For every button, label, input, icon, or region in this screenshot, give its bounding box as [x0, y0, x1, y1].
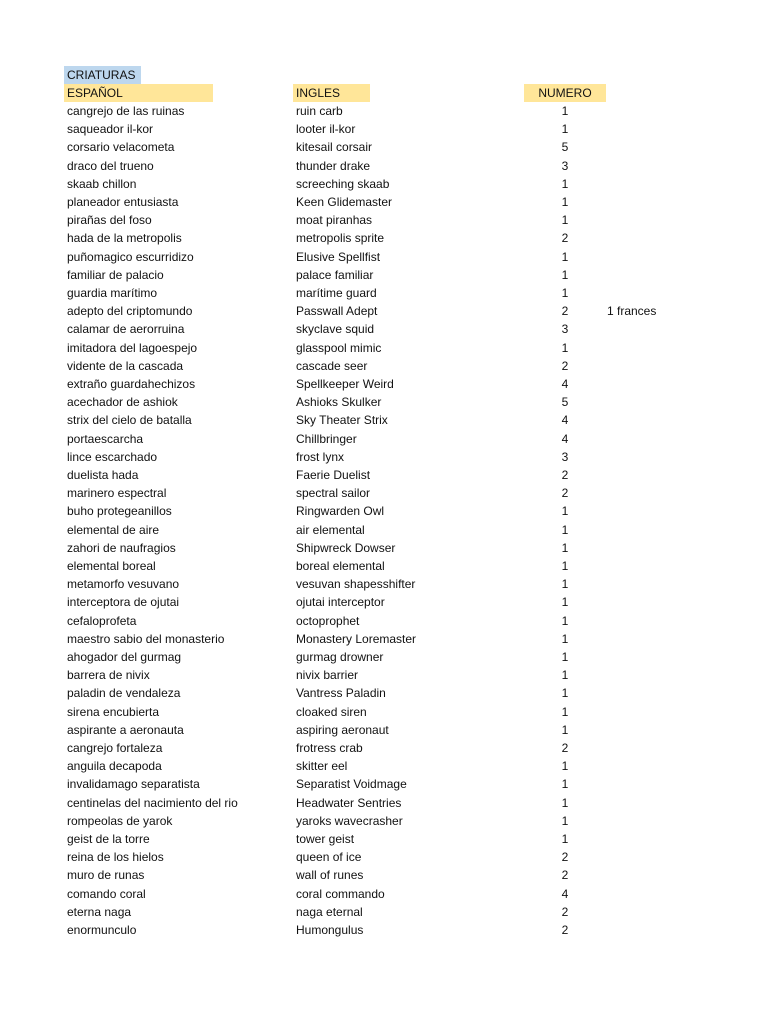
- english-name-cell[interactable]: cloaked siren: [296, 704, 367, 719]
- quantity-cell[interactable]: 1: [561, 540, 569, 555]
- english-name-cell[interactable]: Passwall Adept: [296, 304, 378, 319]
- spanish-name-cell[interactable]: familiar de palacio: [67, 267, 164, 282]
- quantity-cell[interactable]: 1: [561, 668, 569, 683]
- spanish-name-cell[interactable]: guardia marítimo: [67, 286, 158, 300]
- spanish-name-cell[interactable]: cangrejo de las ruinas: [67, 104, 185, 118]
- table-row: [0, 593, 768, 611]
- table-row: [0, 320, 768, 338]
- quantity-cell[interactable]: 1: [561, 686, 569, 701]
- english-name-cell[interactable]: thunder drake: [296, 158, 371, 173]
- english-name-cell[interactable]: Humongulus: [296, 923, 364, 937]
- english-name-cell[interactable]: marítime guard: [296, 286, 377, 300]
- english-name-cell[interactable]: screeching skaab: [296, 176, 390, 191]
- english-name-cell[interactable]: Vantress Paladin: [296, 686, 386, 701]
- english-name-cell[interactable]: boreal elemental: [296, 559, 385, 573]
- table-row: [0, 138, 768, 156]
- table-row: [0, 539, 768, 557]
- quantity-cell[interactable]: 2: [561, 868, 569, 883]
- table-row: [0, 812, 768, 830]
- english-name-cell[interactable]: coral commando: [296, 886, 385, 901]
- spanish-name-cell[interactable]: duelista hada: [67, 468, 139, 482]
- table-row: [0, 302, 768, 320]
- table-row: [0, 721, 768, 739]
- sheet-title[interactable]: CRIATURAS: [64, 66, 141, 84]
- spanish-name-cell[interactable]: adepto del criptomundo: [67, 304, 193, 319]
- english-name-cell[interactable]: Headwater Sentries: [296, 795, 402, 810]
- table-row: [0, 830, 768, 848]
- english-name-cell[interactable]: queen of ice: [296, 850, 362, 865]
- table-row: [0, 630, 768, 648]
- quantity-cell[interactable]: 4: [561, 413, 569, 428]
- quantity-cell[interactable]: 1: [561, 559, 569, 573]
- quantity-cell[interactable]: 1: [561, 267, 569, 282]
- quantity-cell[interactable]: 1: [561, 122, 569, 137]
- spanish-name-cell[interactable]: invalidamago separatista: [67, 777, 200, 792]
- table-row: [0, 466, 768, 484]
- english-name-cell[interactable]: skitter eel: [296, 759, 348, 774]
- quantity-cell[interactable]: 1: [561, 176, 569, 191]
- quantity-cell[interactable]: 1: [561, 832, 569, 846]
- spanish-name-cell[interactable]: barrera de nivix: [67, 668, 150, 683]
- table-row: [0, 102, 768, 120]
- english-name-cell[interactable]: Shipwreck Dowser: [296, 540, 396, 555]
- english-name-cell[interactable]: Separatist Voidmage: [296, 777, 407, 792]
- table-row: [0, 484, 768, 502]
- quantity-cell[interactable]: 1: [561, 722, 569, 737]
- english-name-cell[interactable]: octoprophet: [296, 613, 360, 628]
- table-row: [0, 885, 768, 903]
- table-row: [0, 284, 768, 302]
- spanish-name-cell[interactable]: skaab chillon: [67, 176, 137, 191]
- spanish-name-cell[interactable]: maestro sabio del monasterio: [67, 631, 225, 646]
- english-name-cell[interactable]: Sky Theater Strix: [296, 413, 388, 428]
- spanish-name-cell[interactable]: elemental de aire: [67, 522, 160, 537]
- english-name-cell[interactable]: Faerie Duelist: [296, 468, 371, 482]
- english-name-cell[interactable]: frotress crab: [296, 741, 363, 755]
- english-name-cell[interactable]: kitesail corsair: [296, 140, 373, 155]
- quantity-cell[interactable]: 3: [561, 158, 569, 173]
- header-spanish[interactable]: ESPAÑOL: [64, 84, 213, 102]
- quantity-cell[interactable]: 2: [561, 304, 569, 319]
- english-name-cell[interactable]: Elusive Spellfist: [296, 249, 381, 264]
- spanish-name-cell[interactable]: interceptora de ojutai: [67, 595, 180, 610]
- english-name-cell[interactable]: Ashioks Skulker: [296, 395, 382, 410]
- table-row: [0, 375, 768, 393]
- english-name-cell[interactable]: Keen Glidemaster: [296, 195, 393, 209]
- english-name-cell[interactable]: frost lynx: [296, 449, 345, 464]
- english-name-cell[interactable]: ojutai interceptor: [296, 595, 385, 610]
- header-english[interactable]: INGLES: [293, 84, 370, 102]
- quantity-cell[interactable]: 1: [561, 777, 569, 792]
- quantity-cell[interactable]: 1: [561, 631, 569, 646]
- quantity-cell[interactable]: 4: [561, 377, 569, 391]
- table-row: [0, 648, 768, 666]
- table-row: [0, 757, 768, 775]
- spanish-name-cell[interactable]: paladin de vendaleza: [67, 686, 181, 701]
- quantity-cell[interactable]: 1: [561, 650, 569, 664]
- spanish-name-cell[interactable]: strix del cielo de batalla: [67, 413, 192, 428]
- quantity-cell[interactable]: 1: [561, 522, 569, 537]
- quantity-cell[interactable]: 1: [561, 613, 569, 628]
- spanish-name-cell[interactable]: metamorfo vesuvano: [67, 577, 180, 592]
- table-row: [0, 703, 768, 721]
- spanish-name-cell[interactable]: extraño guardahechizos: [67, 377, 196, 391]
- spanish-name-cell[interactable]: reina de los hielos: [67, 850, 164, 865]
- spanish-name-cell[interactable]: hada de la metropolis: [67, 231, 182, 246]
- spanish-name-cell[interactable]: portaescarcha: [67, 431, 144, 446]
- quantity-cell[interactable]: 1: [561, 704, 569, 719]
- quantity-cell[interactable]: 2: [561, 923, 569, 937]
- table-row: [0, 248, 768, 266]
- table-row: [0, 120, 768, 138]
- table-row: [0, 557, 768, 575]
- spanish-name-cell[interactable]: elemental boreal: [67, 559, 156, 573]
- spanish-name-cell[interactable]: buho protegeanillos: [67, 504, 172, 519]
- quantity-cell[interactable]: 1: [561, 595, 569, 610]
- spanish-name-cell[interactable]: eterna naga: [67, 904, 132, 919]
- spanish-name-cell[interactable]: draco del trueno: [67, 158, 154, 173]
- quantity-cell[interactable]: 5: [561, 395, 569, 410]
- table-row: [0, 229, 768, 247]
- quantity-cell[interactable]: 2: [561, 741, 569, 755]
- spanish-name-cell[interactable]: rompeolas de yarok: [67, 813, 173, 828]
- english-name-cell[interactable]: ruin carb: [296, 104, 343, 118]
- quantity-cell[interactable]: 1: [561, 795, 569, 810]
- spanish-name-cell[interactable]: imitadora del lagoespejo: [67, 340, 198, 355]
- quantity-cell[interactable]: 1: [561, 759, 569, 774]
- table-row: [0, 175, 768, 193]
- spanish-name-cell[interactable]: lince escarchado: [67, 449, 158, 464]
- table-row: [0, 866, 768, 884]
- quantity-cell[interactable]: 3: [561, 449, 569, 464]
- english-name-cell[interactable]: naga eternal: [296, 904, 363, 919]
- quantity-cell[interactable]: 1: [561, 286, 569, 300]
- quantity-cell[interactable]: 1: [561, 340, 569, 355]
- quantity-cell[interactable]: 1: [561, 104, 569, 118]
- quantity-cell[interactable]: 4: [561, 886, 569, 901]
- english-name-cell[interactable]: vesuvan shapesshifter: [296, 577, 416, 592]
- english-name-cell[interactable]: Ringwarden Owl: [296, 504, 385, 519]
- english-name-cell[interactable]: spectral sailor: [296, 486, 371, 501]
- spanish-name-cell[interactable]: muro de runas: [67, 868, 145, 883]
- quantity-cell[interactable]: 1: [561, 577, 569, 592]
- spanish-name-cell[interactable]: comando coral: [67, 886, 146, 901]
- spanish-name-cell[interactable]: enormunculo: [67, 923, 137, 937]
- quantity-cell[interactable]: 2: [561, 904, 569, 919]
- english-name-cell[interactable]: nivix barrier: [296, 668, 359, 683]
- quantity-cell[interactable]: 2: [561, 850, 569, 865]
- table-row: [0, 393, 768, 411]
- english-name-cell[interactable]: palace familiar: [296, 267, 374, 282]
- quantity-cell[interactable]: 2: [561, 486, 569, 501]
- table-row: [0, 193, 768, 211]
- quantity-cell[interactable]: 3: [561, 322, 569, 337]
- table-row: [0, 521, 768, 539]
- spanish-name-cell[interactable]: ahogador del gurmag: [67, 650, 182, 664]
- english-name-cell[interactable]: moat piranhas: [296, 213, 373, 228]
- table-row: [0, 666, 768, 684]
- quantity-cell[interactable]: 5: [561, 140, 569, 155]
- quantity-cell[interactable]: 2: [561, 358, 569, 373]
- spanish-name-cell[interactable]: vidente de la cascada: [67, 358, 184, 373]
- quantity-cell[interactable]: 1: [561, 213, 569, 228]
- spanish-name-cell[interactable]: pirañas del foso: [67, 213, 152, 228]
- header-number[interactable]: NUMERO: [524, 84, 606, 102]
- spanish-name-cell[interactable]: aspirante a aeronauta: [67, 722, 184, 737]
- english-name-cell[interactable]: tower geist: [296, 832, 355, 846]
- spanish-name-cell[interactable]: sirena encubierta: [67, 704, 160, 719]
- table-row: [0, 739, 768, 757]
- table-row: [0, 357, 768, 375]
- table-row: [0, 684, 768, 702]
- spanish-name-cell[interactable]: anguila decapoda: [67, 759, 162, 774]
- table-row: [0, 411, 768, 429]
- english-name-cell[interactable]: Monastery Loremaster: [296, 631, 417, 646]
- quantity-cell[interactable]: 2: [561, 468, 569, 482]
- table-row: [0, 612, 768, 630]
- quantity-cell[interactable]: 1: [561, 813, 569, 828]
- table-row: [0, 266, 768, 284]
- spanish-name-cell[interactable]: puñomagico escurridizo: [67, 249, 194, 264]
- quantity-cell[interactable]: 1: [561, 504, 569, 519]
- english-name-cell[interactable]: yaroks wavecrasher: [296, 813, 403, 828]
- table-row: [0, 502, 768, 520]
- table-row: [0, 575, 768, 593]
- spanish-name-cell[interactable]: planeador entusiasta: [67, 195, 179, 209]
- spanish-name-cell[interactable]: centinelas del nacimiento del rio: [67, 795, 238, 810]
- table-row: [0, 903, 768, 921]
- spanish-name-cell[interactable]: corsario velacometa: [67, 140, 175, 155]
- english-name-cell[interactable]: Chillbringer: [296, 431, 357, 446]
- table-row: [0, 794, 768, 812]
- quantity-cell[interactable]: 4: [561, 431, 569, 446]
- table-row: [0, 157, 768, 175]
- spanish-name-cell[interactable]: zahori de naufragios: [67, 540, 176, 555]
- spanish-name-cell[interactable]: geist de la torre: [67, 832, 150, 846]
- table-row: [0, 430, 768, 448]
- spanish-name-cell[interactable]: saqueador il-kor: [67, 122, 154, 137]
- table-row: [0, 448, 768, 466]
- english-name-cell[interactable]: air elemental: [296, 522, 365, 537]
- table-row: [0, 775, 768, 793]
- english-name-cell[interactable]: looter il-kor: [296, 122, 356, 137]
- quantity-cell[interactable]: 1: [561, 249, 569, 264]
- table-row: [0, 211, 768, 229]
- english-name-cell[interactable]: gurmag drowner: [296, 650, 384, 664]
- note-cell[interactable]: 1 frances: [607, 304, 657, 319]
- spanish-name-cell[interactable]: acechador de ashiok: [67, 395, 178, 410]
- quantity-cell[interactable]: 2: [561, 231, 569, 246]
- english-name-cell[interactable]: wall of runes: [296, 868, 364, 883]
- table-row: [0, 848, 768, 866]
- english-name-cell[interactable]: glasspool mimic: [296, 340, 382, 355]
- quantity-cell[interactable]: 1: [561, 195, 569, 209]
- table-row: [0, 339, 768, 357]
- english-name-cell[interactable]: aspiring aeronaut: [296, 722, 389, 737]
- english-name-cell[interactable]: cascade seer: [296, 358, 368, 373]
- spanish-name-cell[interactable]: cefaloprofeta: [67, 613, 137, 628]
- english-name-cell[interactable]: Spellkeeper Weird: [296, 377, 394, 391]
- spanish-name-cell[interactable]: cangrejo fortaleza: [67, 741, 163, 755]
- spanish-name-cell[interactable]: calamar de aerorruina: [67, 322, 185, 337]
- english-name-cell[interactable]: metropolis sprite: [296, 231, 385, 246]
- table-row: [0, 921, 768, 939]
- spanish-name-cell[interactable]: marinero espectral: [67, 486, 167, 501]
- english-name-cell[interactable]: skyclave squid: [296, 322, 375, 337]
